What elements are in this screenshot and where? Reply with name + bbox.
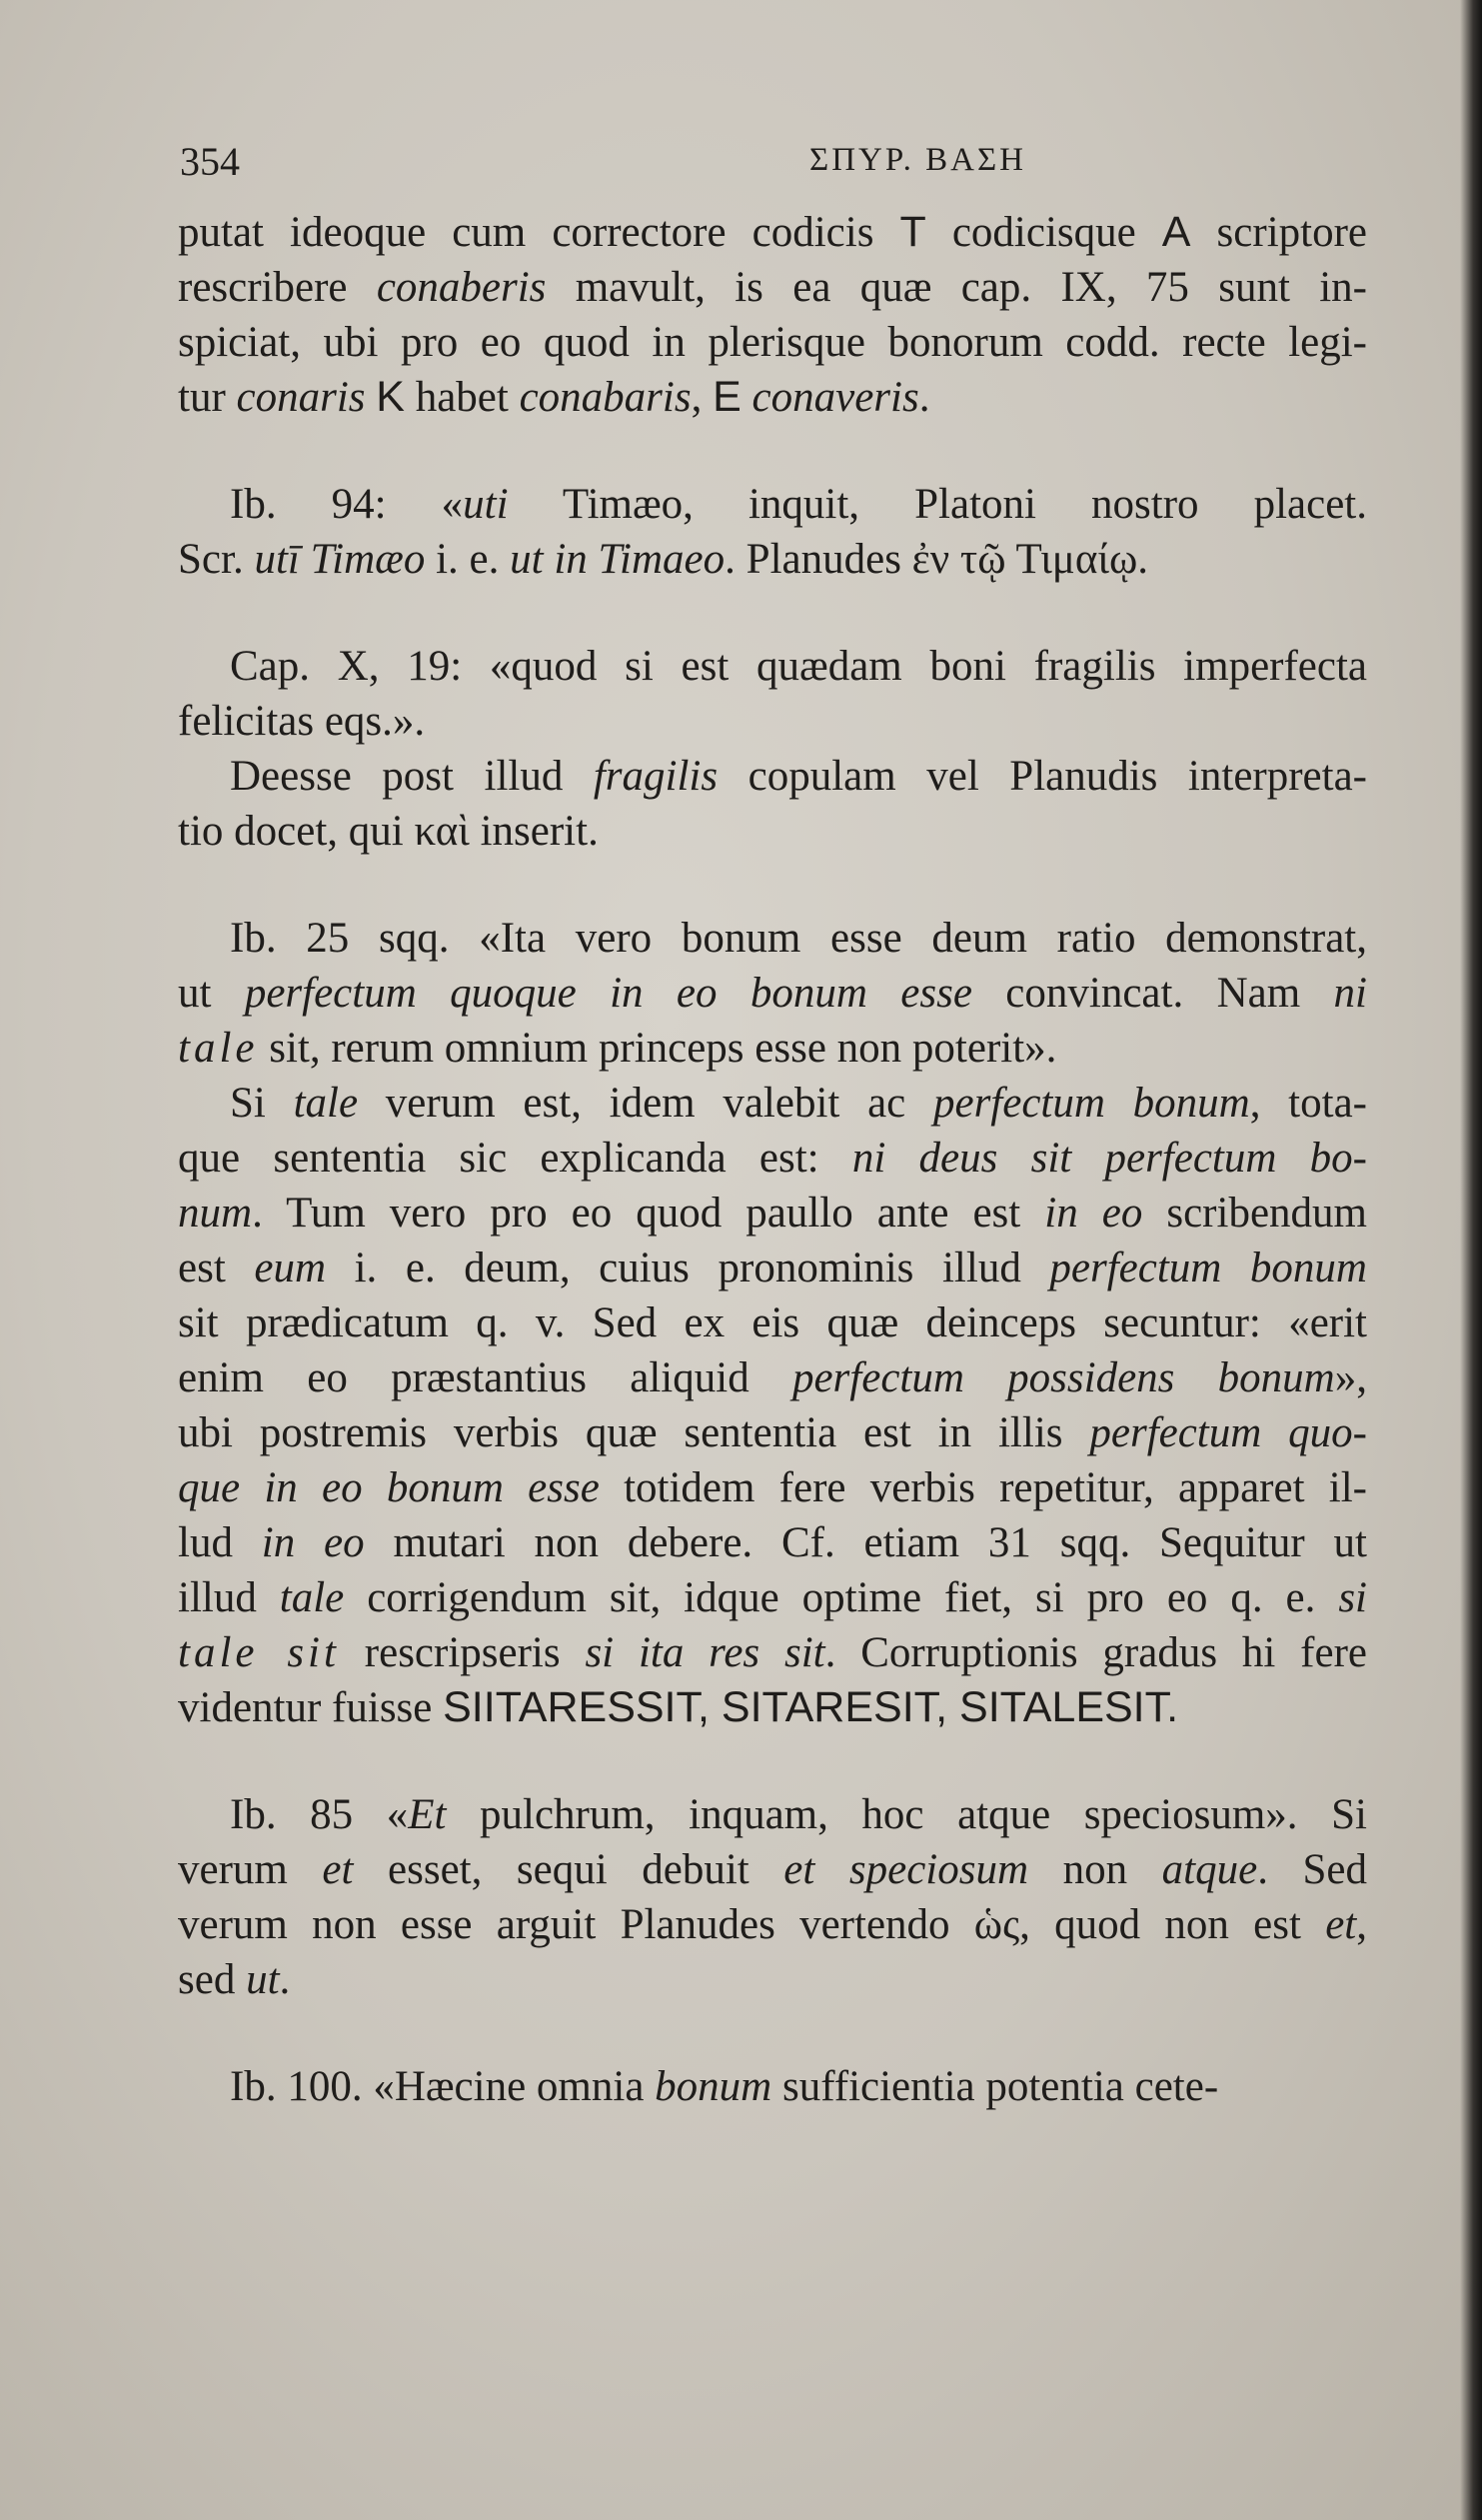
text-run: Si: [230, 1080, 294, 1127]
text-line: [178, 1897, 1367, 1952]
text-run: [741, 374, 752, 421]
text-run: videntur fuisse: [178, 1684, 444, 1731]
italic-text: que in eo bonum esse: [178, 1464, 600, 1511]
italic-text: in eo: [261, 1519, 365, 1566]
text-run: totidem fere verbis repetitur, apparet il-: [599, 1464, 1367, 1511]
text-run: copulam vel Planudis interpreta-: [718, 753, 1367, 800]
text-line: [178, 694, 1367, 749]
italic-text: Et: [408, 1791, 447, 1838]
text-run: Scr.: [178, 536, 255, 583]
text-line: [178, 1021, 1367, 1076]
binding-shadow: [1460, 0, 1482, 2520]
italic-text: fragilis: [593, 753, 719, 800]
text-run: habet: [404, 374, 520, 421]
text-run: Ib. 25 sqq. «Ita vero bonum esse deum ratio demonstrat,: [230, 915, 1367, 962]
page-number: 354: [180, 139, 240, 184]
italic-text: uti: [463, 481, 509, 528]
italic-text: eum: [254, 1245, 326, 1291]
text-run: sed: [178, 1956, 247, 2003]
text-line: [178, 1076, 1367, 1131]
text-run: . Tum vero pro eo quod paullo ante est: [252, 1190, 1045, 1237]
text-line: [178, 260, 1367, 315]
text-line: [178, 1460, 1367, 1515]
italic-text: tale: [178, 1025, 259, 1072]
text-line: [178, 966, 1367, 1021]
text-run: enim eo præstantius aliquid: [178, 1354, 792, 1401]
siglum-text: SIITARESSIT, SITARESIT, SITALESIT.: [443, 1683, 1179, 1731]
text-line: [178, 749, 1367, 804]
text-run: sufficientia potentia cete-: [771, 2063, 1219, 2110]
siglum-text: A: [1161, 208, 1191, 256]
text-run: felicitas eqs.».: [178, 698, 426, 745]
italic-text: ut in Timaeo: [510, 536, 726, 583]
italic-text: tale sit: [178, 1629, 340, 1676]
text-line: [178, 1787, 1367, 1842]
text-line: [178, 370, 1367, 425]
italic-text: et: [1325, 1901, 1357, 1948]
text-run: ut: [178, 970, 245, 1017]
text-run: scriptore: [1190, 209, 1367, 256]
text-line: [178, 1952, 1367, 2007]
text-line: [178, 205, 1367, 260]
italic-text: si ita res sit: [585, 1629, 825, 1676]
text-run: Timæo, inquit, Platoni nostro placet.: [508, 481, 1367, 528]
text-run: . Corruptionis gradus hi fere: [824, 1629, 1367, 1676]
italic-text: tale: [279, 1574, 345, 1621]
italic-text: num: [178, 1190, 253, 1237]
text-line: [178, 315, 1367, 370]
text-run: mavult, is ea quæ cap. IX, 75 sunt in-: [546, 264, 1368, 311]
italic-text: conaris: [236, 374, 366, 421]
text-run: que sententia sic explicanda est:: [178, 1135, 852, 1182]
text-run: verum: [178, 1846, 323, 1893]
text-line: [178, 1842, 1367, 1897]
text-run: , tota-: [1249, 1080, 1367, 1127]
italic-text: si: [1338, 1574, 1367, 1621]
text-line: [178, 1131, 1367, 1186]
text-run: . Sed: [1257, 1846, 1368, 1893]
text-run: i. e. deum, cuius pronominis illud: [326, 1245, 1050, 1291]
text-run: .: [279, 1956, 291, 2003]
text-run: . Planudes ἐν τῷ Τιμαίῳ.: [725, 536, 1149, 583]
text-line: [178, 1570, 1367, 1625]
text-run: sit prædicatum q. v. Sed ex eis quæ deinceps secuntur: «erit: [178, 1299, 1367, 1346]
text-run: lud: [178, 1519, 262, 1566]
text-line: [178, 1350, 1367, 1405]
text-line: [178, 804, 1367, 859]
text-run: mutari non debere. Cf. etiam 31 sqq. Sequitur ut: [364, 1519, 1367, 1566]
text-line: [178, 477, 1367, 532]
italic-text: ni: [1333, 970, 1367, 1017]
text-run: Deesse post illud: [230, 753, 594, 800]
text-line: [178, 1295, 1367, 1350]
text-line: [178, 532, 1367, 587]
text-run: convincat. Nam: [971, 970, 1334, 1017]
italic-text: conabaris: [519, 374, 692, 421]
text-run: verum est, idem valebit ac: [358, 1080, 933, 1127]
text-line: [178, 1515, 1367, 1570]
text-run: ubi postremis verbis quæ sententia est in illis: [178, 1409, 1090, 1456]
siglum-text: T: [899, 208, 926, 256]
text-run: rescribere: [178, 264, 377, 311]
body-text: [178, 205, 1367, 2114]
text-run: Ib. 100. «Hæcine omnia: [230, 2063, 656, 2110]
text-run: Cap. X, 19: «quod si est quædam boni fragilis imperfecta: [230, 643, 1367, 690]
italic-text: perfectum bonum: [932, 1080, 1250, 1127]
paragraph: [178, 639, 1367, 749]
siglum-text: K: [376, 373, 405, 421]
italic-text: et: [322, 1846, 354, 1893]
text-run: codicisque: [925, 209, 1162, 256]
paragraph: [178, 911, 1367, 1076]
italic-text: conaveris: [751, 374, 919, 421]
paragraph: [178, 205, 1367, 425]
text-run: .: [918, 374, 930, 421]
text-line: [178, 1186, 1367, 1241]
siglum-text: E: [713, 373, 741, 421]
paragraph: [178, 1787, 1367, 2007]
italic-text: conaberis: [376, 264, 547, 311]
text-line: [178, 1241, 1367, 1295]
text-run: pulchrum, inquam, hoc atque speciosum». Si: [446, 1791, 1367, 1838]
text-run: ,: [691, 374, 714, 421]
text-line: [178, 1680, 1367, 1735]
italic-text: utī Timæo: [254, 536, 426, 583]
text-line: [178, 911, 1367, 966]
paragraph: [178, 1076, 1367, 1735]
italic-text: in eo: [1044, 1190, 1143, 1237]
italic-text: perfectum quo-: [1089, 1409, 1367, 1456]
text-run: [366, 374, 377, 421]
text-run: tur: [178, 374, 237, 421]
text-run: tio docet, qui καὶ inserit.: [178, 808, 599, 855]
italic-text: ut: [246, 1956, 280, 2003]
text-run: ,: [1356, 1901, 1367, 1948]
italic-text: perfectum bonum: [1049, 1245, 1367, 1291]
italic-text: tale: [293, 1080, 359, 1127]
text-run: verum non esse arguit Planudes vertendo ὡς, quod non est: [178, 1901, 1326, 1948]
italic-text: perfectum quoque in eo bonum esse: [244, 970, 972, 1017]
italic-text: perfectum possidens bonum: [791, 1354, 1335, 1401]
italic-text: bonum: [655, 2063, 772, 2110]
text-run: i. e.: [425, 536, 511, 583]
text-run: corrigendum sit, idque optime fiet, si pro eo q. e.: [344, 1574, 1339, 1621]
text-run: est: [178, 1245, 255, 1291]
text-line: [178, 1405, 1367, 1460]
text-run: Ib. 94: «: [230, 481, 464, 528]
text-run: esset, sequi debuit: [353, 1846, 784, 1893]
italic-text: ni deus sit perfectum bo-: [851, 1135, 1367, 1182]
text-run: scribendum: [1142, 1190, 1367, 1237]
running-head: ΣΠΥΡ. ΒΑΣΗ: [809, 142, 1026, 178]
paragraph: [178, 477, 1367, 587]
text-run: illud: [178, 1574, 280, 1621]
text-run: »,: [1334, 1354, 1367, 1401]
text-run: spiciat, ubi pro eo quod in plerisque bonorum codd. recte legi-: [178, 319, 1367, 366]
paragraph: [178, 2059, 1367, 2114]
italic-text: atque: [1161, 1846, 1258, 1893]
text-run: non: [1028, 1846, 1162, 1893]
text-run: rescripseris: [339, 1629, 586, 1676]
text-line: [178, 1625, 1367, 1680]
text-run: Ib. 85 «: [230, 1791, 409, 1838]
text-line: [178, 2059, 1367, 2114]
paragraph: [178, 749, 1367, 859]
italic-text: et speciosum: [783, 1846, 1029, 1893]
text-run: putat ideoque cum correctore codicis: [178, 209, 900, 256]
text-line: [178, 639, 1367, 694]
page-header: [180, 138, 1359, 188]
text-run: sit, rerum omnium princeps esse non poterit».: [258, 1025, 1057, 1072]
